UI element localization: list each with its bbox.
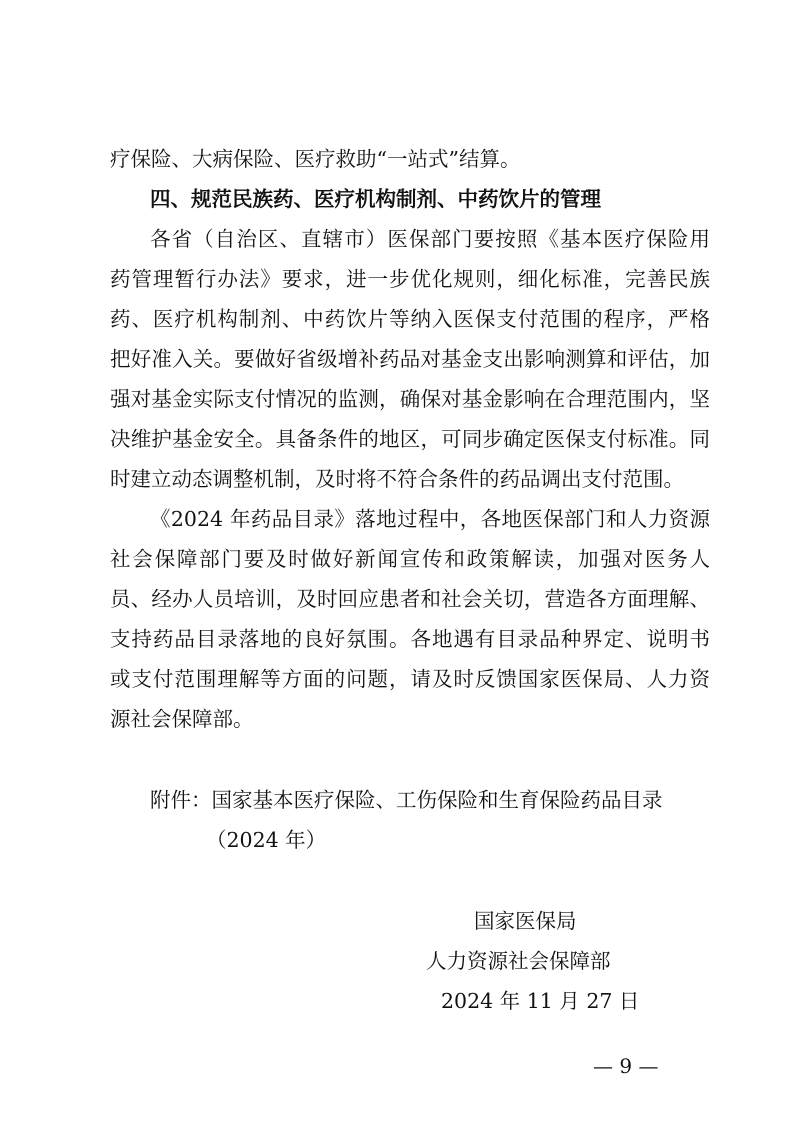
attachment-line-1: 附件：国家基本医疗保险、工伤保险和生育保险药品目录	[150, 788, 663, 812]
paragraph-1-line-5: 强对基金实际支付情况的监测，确保对基金影响在合理范围内，坚	[110, 387, 710, 411]
signature-org-2: 人力资源社会保障部	[426, 949, 611, 973]
signature-org-1: 国家医保局	[474, 909, 577, 933]
page-number: — 9 —	[593, 1054, 659, 1078]
attachment-line-2: （2024 年）	[206, 828, 327, 852]
paragraph-1-line-4: 把好准入关。要做好省级增补药品对基金支出影响测算和评估，加	[110, 347, 710, 371]
paragraph-1-line-7: 时建立动态调整机制，及时将不符合条件的药品调出支付范围。	[110, 467, 684, 491]
paragraph-2-line-2: 社会保障部门要及时做好新闻宣传和政策解读，加强对医务人	[110, 547, 710, 571]
paragraph-1-line-2: 药管理暂行办法》要求，进一步优化规则，细化标准，完善民族	[110, 267, 710, 291]
paragraph-2-line-6: 源社会保障部。	[110, 707, 254, 731]
signature-date: 2024 年 11 月 27 日	[441, 989, 640, 1013]
paragraph-2-line-4: 支持药品目录落地的良好氛围。各地遇有目录品种界定、说明书	[110, 627, 710, 651]
paragraph-continuation-line: 疗保险、大病保险、医疗救助“一站式”结算。	[110, 147, 521, 171]
paragraph-2-line-5: 或支付范围理解等方面的问题，请及时反馈国家医保局、人力资	[110, 667, 710, 691]
paragraph-1-line-1: 各省（自治区、直辖市）医保部门要按照《基本医疗保险用	[150, 227, 710, 251]
paragraph-1-line-3: 药、医疗机构制剂、中药饮片等纳入医保支付范围的程序，严格	[110, 307, 710, 331]
paragraph-2-line-3: 员、经办人员培训，及时回应患者和社会关切，营造各方面理解、	[110, 587, 710, 611]
paragraph-2-line-1: 《2024 年药品目录》落地过程中，各地医保部门和人力资源	[150, 507, 710, 531]
paragraph-1-line-6: 决维护基金安全。具备条件的地区，可同步确定医保支付标准。同	[110, 427, 710, 451]
section-heading: 四、规范民族药、医疗机构制剂、中药饮片的管理	[150, 187, 601, 211]
